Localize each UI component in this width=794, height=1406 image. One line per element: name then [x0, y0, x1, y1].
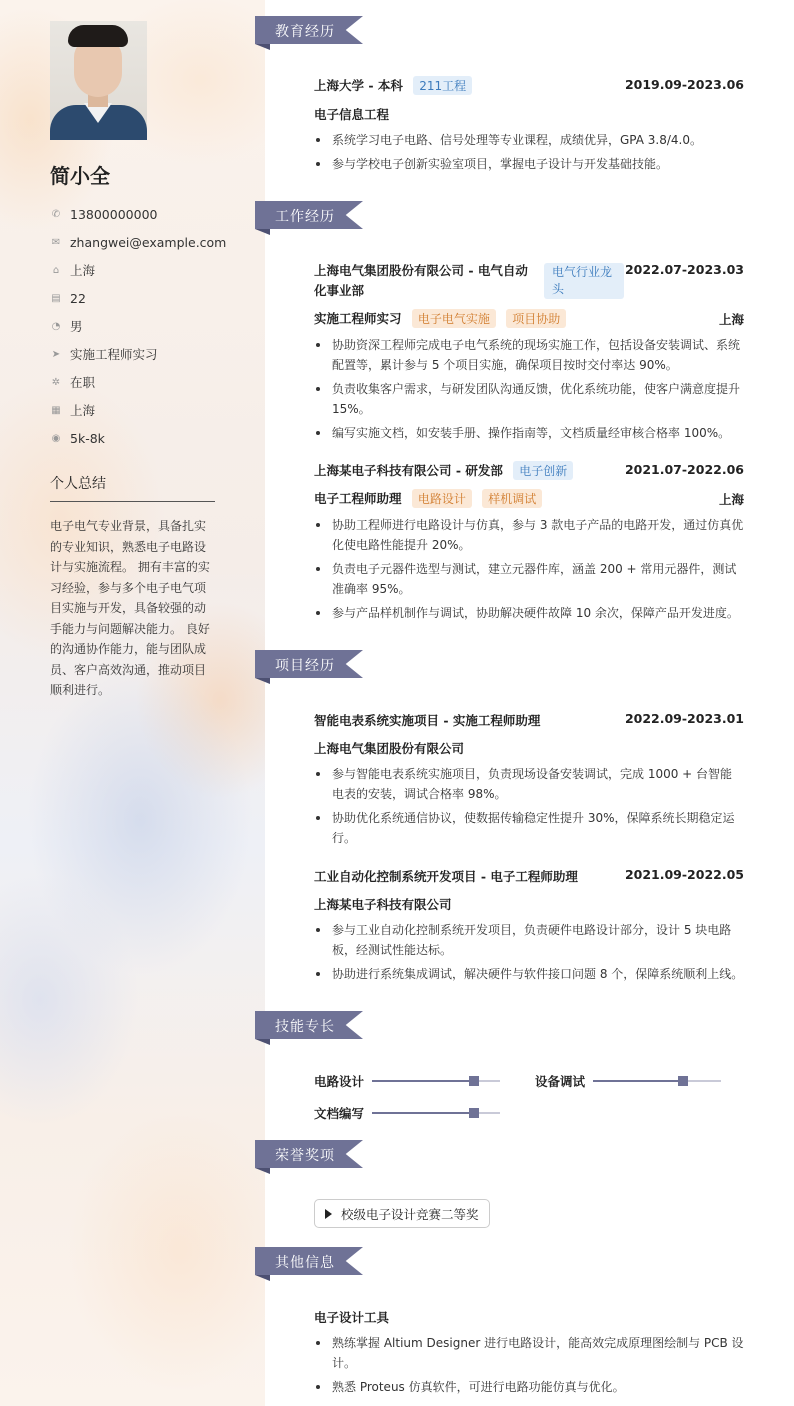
info-value: 男 — [70, 319, 83, 334]
skill-item — [314, 1072, 500, 1090]
other-title: 电子设计工具 — [314, 1310, 390, 1325]
summary-title: 个人总结 — [50, 473, 215, 502]
role-name: 实施工程师实习 — [314, 311, 402, 326]
skill-bar — [593, 1080, 721, 1082]
section-title: 工作经历 — [275, 209, 335, 225]
education-major: 电子信息工程 — [314, 107, 390, 122]
list-item: 编写实施文档，如安装手册、操作指南等，文档质量经审核合格率 100%。 — [314, 423, 744, 443]
school-name: 上海大学 - 本科 — [314, 78, 403, 93]
project-date: 2022.09-2023.01 — [624, 711, 744, 726]
building-icon: ▦ — [51, 404, 61, 416]
list-item: 协助工程师进行电路设计与仿真，参与 3 款电子产品的电路开发，通过仿真优化使电路性能提升 20%。 — [314, 515, 744, 555]
section-header-honors — [255, 1140, 365, 1168]
list-item: 协助进行系统集成调试，解决硬件与软件接口问题 8 个，保障系统顺利上线。 — [314, 964, 744, 984]
company-tag: 电子创新 — [513, 461, 573, 480]
summary-text: 电子电气专业背景，具备扎实的专业知识，熟悉电子电路设计与实施流程。 拥有丰富的实习经验，参与多个电子电气项目实施与开发，具备较强的动手能力与问题解决能力。 良好的沟通协作能力，能与团队成员、客户高效沟通，推动项目顺利进行。 — [50, 519, 210, 697]
info-city — [50, 396, 226, 424]
list-item: 参与学校电子创新实验室项目，掌握电子设计与开发基础技能。 — [314, 154, 744, 174]
work-company: 上海某电子科技有限公司 - 研发部 — [314, 463, 503, 478]
phone-icon: ✆ — [51, 208, 61, 220]
work-company: 上海电气集团股份有限公司 - 电气自动化事业部 — [314, 263, 528, 298]
info-status — [50, 368, 226, 396]
project-company: 上海某电子科技有限公司 — [314, 897, 452, 912]
section-header-education — [255, 16, 365, 44]
project-title: 智能电表系统实施项目 - 实施工程师助理 — [314, 713, 541, 728]
info-value: 上海 — [70, 263, 96, 278]
avatar — [50, 21, 147, 140]
info-value: 在职 — [70, 375, 96, 390]
project-title: 工业自动化控制系统开发项目 - 电子工程师助理 — [314, 869, 578, 884]
skill-bar-knob — [678, 1076, 688, 1086]
work-date: 2022.07-2023.03 — [624, 262, 744, 277]
list-item: 负责收集客户需求，与研发团队沟通反馈，优化系统功能，使客户满意度提升 15%。 — [314, 379, 744, 419]
gender-icon: ◔ — [51, 320, 61, 332]
section-title: 荣誉奖项 — [275, 1148, 335, 1164]
info-value: 13800000000 — [70, 206, 158, 222]
award-label: 校级电子设计竞赛二等奖 — [341, 1206, 479, 1222]
info-email — [50, 228, 226, 256]
skill-item — [314, 1104, 500, 1122]
age-icon: ▤ — [51, 292, 61, 304]
profile-name: 简小全 — [50, 164, 110, 188]
skill-bar-fill — [372, 1080, 474, 1082]
info-value: 22 — [70, 290, 86, 306]
list-item: 协助资深工程师完成电子电气系统的现场实施工作，包括设备安装调试、系统配置等，累计参与 5 个项目实施，确保项目按时交付率达 90%。 — [314, 335, 744, 375]
mail-icon: ✉ — [51, 236, 61, 248]
education-bullets — [314, 130, 744, 178]
school-tag: 211工程 — [413, 76, 472, 95]
status-icon: ✲ — [51, 376, 61, 388]
other-bullets — [314, 1333, 744, 1401]
info-gender — [50, 312, 226, 340]
section-title: 教育经历 — [275, 24, 335, 40]
skill-item — [535, 1072, 721, 1090]
section-title: 项目经历 — [275, 658, 335, 674]
info-target — [50, 340, 226, 368]
info-home — [50, 256, 226, 284]
section-title: 其他信息 — [275, 1255, 335, 1271]
play-icon — [325, 1209, 332, 1219]
info-value: zhangwei@example.com — [70, 234, 227, 250]
info-salary — [50, 424, 226, 452]
section-header-other — [255, 1247, 365, 1275]
company-tag: 电气行业龙头 — [544, 263, 624, 299]
skill-name: 电路设计 — [314, 1074, 365, 1089]
info-value: 上海 — [70, 403, 96, 418]
contact-info-list — [50, 200, 226, 452]
sidebar — [0, 0, 265, 1406]
project-bullets — [314, 764, 744, 852]
role-tag: 项目协助 — [506, 309, 566, 328]
skill-name: 文档编写 — [314, 1106, 365, 1121]
skill-bar-knob — [469, 1076, 479, 1086]
skill-bar — [372, 1112, 500, 1114]
award-item[interactable] — [314, 1199, 490, 1228]
work-city: 上海 — [718, 492, 744, 507]
work-role-row — [314, 489, 542, 508]
skill-bar-fill — [593, 1080, 683, 1082]
work-city: 上海 — [718, 312, 744, 327]
role-name: 电子工程师助理 — [314, 491, 402, 506]
project-date: 2021.09-2022.05 — [624, 867, 744, 882]
work-role-row — [314, 309, 566, 328]
section-header-projects — [255, 650, 365, 678]
list-item: 参与工业自动化控制系统开发项目，负责硬件电路设计部分，设计 5 块电路板，经测试性能达标。 — [314, 920, 744, 960]
work-bullets — [314, 335, 744, 447]
target-icon: ➤ — [51, 348, 61, 360]
info-phone — [50, 200, 226, 228]
skill-bar-fill — [372, 1112, 474, 1114]
list-item: 参与智能电表系统实施项目，负责现场设备安装调试，完成 1000 + 台智能电表的安装，调试合格率 98%。 — [314, 764, 744, 804]
list-item: 熟练掌握 Altium Designer 进行电路设计，能高效完成原理图绘制与 PCB 设计。 — [314, 1333, 744, 1373]
section-title: 技能专长 — [275, 1019, 335, 1035]
list-item: 协助优化系统通信协议，使数据传输稳定性提升 30%，保障系统长期稳定运行。 — [314, 808, 744, 848]
list-item: 系统学习电子电路、信号处理等专业课程，成绩优异，GPA 3.8/4.0。 — [314, 130, 744, 150]
skill-bar-knob — [469, 1108, 479, 1118]
role-tag: 电路设计 — [412, 489, 472, 508]
education-date: 2019.09-2023.06 — [624, 77, 744, 92]
section-header-skills — [255, 1011, 365, 1039]
work-date: 2021.07-2022.06 — [624, 462, 744, 477]
role-tag: 样机调试 — [482, 489, 542, 508]
project-bullets — [314, 920, 744, 988]
info-age — [50, 284, 226, 312]
section-header-work — [255, 201, 365, 229]
home-icon: ⌂ — [52, 264, 60, 276]
work-bullets — [314, 515, 744, 627]
skill-name: 设备调试 — [535, 1074, 586, 1089]
salary-icon: ◉ — [51, 432, 61, 444]
list-item: 负责电子元器件选型与测试，建立元器件库，涵盖 200 + 常用元器件，测试准确率 95%。 — [314, 559, 744, 599]
list-item: 熟悉 Proteus 仿真软件，可进行电路功能仿真与优化。 — [314, 1377, 744, 1397]
list-item: 参与产品样机制作与调试，协助解决硬件故障 10 余次，保障产品开发进度。 — [314, 603, 744, 623]
info-value: 实施工程师实习 — [70, 347, 158, 362]
info-value: 5k-8k — [70, 430, 105, 446]
work-company-row — [314, 461, 573, 480]
education-school-row — [314, 76, 472, 95]
role-tag: 电子电气实施 — [412, 309, 496, 328]
project-company: 上海电气集团股份有限公司 — [314, 741, 465, 756]
skill-bar — [372, 1080, 500, 1082]
